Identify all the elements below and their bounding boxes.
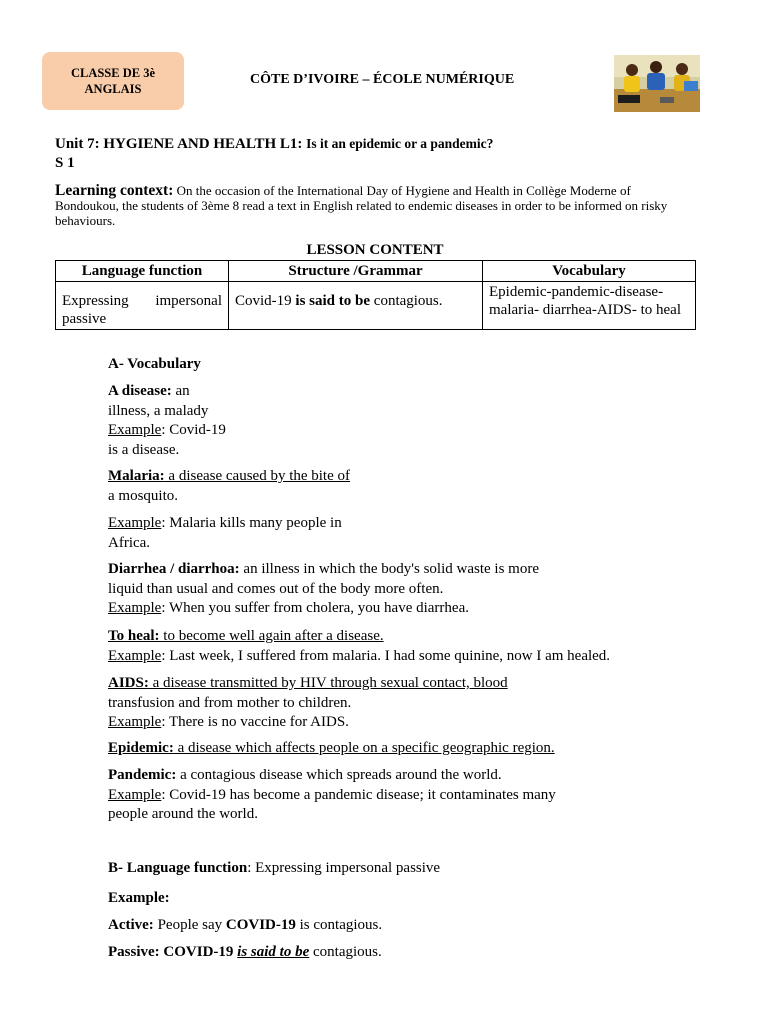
- example-label: Example: [108, 786, 162, 803]
- example-text: people around the world.: [108, 806, 258, 822]
- table-header: Language function: [56, 261, 229, 282]
- example-label: Example: [108, 600, 162, 616]
- example-label: Example: [108, 714, 162, 730]
- example-text: Africa.: [108, 534, 151, 551]
- example-heading: [108, 889, 708, 909]
- unit-heading: [55, 134, 493, 173]
- section-a-title: A- Vocabulary: [108, 356, 201, 372]
- term: Malaria:: [108, 468, 165, 484]
- unit-title: Unit 7: HYGIENE AND HEALTH L1:: [55, 136, 303, 152]
- term: AIDS:: [108, 675, 149, 691]
- structure-text: Covid-19: [235, 293, 296, 309]
- session-number: S 1: [55, 155, 75, 171]
- vocabulary-cell: Epidemic-pandemic-disease-malaria- diarrhea-AIDS- to heal: [483, 282, 696, 330]
- term: Epidemic:: [108, 740, 174, 756]
- table-row: [56, 282, 696, 330]
- vocab-diarrhea: [108, 560, 708, 619]
- vocab-disease: [108, 382, 708, 460]
- active-label: Active:: [108, 917, 154, 933]
- passive-text: contagious.: [309, 944, 382, 960]
- passive-sentence: [108, 943, 708, 963]
- definition: an: [171, 383, 190, 399]
- passive-label: Passive: COVID-19: [108, 944, 238, 960]
- example-text: : When you suffer from cholera, you have diarrhea.: [161, 600, 469, 616]
- example-label: Example: [108, 422, 162, 438]
- learning-context: [55, 183, 695, 228]
- vocab-malaria-example: [108, 514, 708, 553]
- vocab-pandemic: [108, 766, 708, 825]
- active-text: is contagious.: [295, 917, 383, 933]
- example-text: : Last week, I suffered from malaria. I had some quinine, now I am healed.: [161, 647, 611, 664]
- passive-bold: is said to be: [237, 944, 310, 960]
- example-text: : Covid-19 has become a pandemic disease; it contaminates many: [161, 786, 556, 803]
- section-b-text: : Expressing impersonal passive: [247, 860, 441, 876]
- table-header-row: [56, 261, 696, 282]
- structure-cell: [229, 282, 483, 330]
- definition: a disease which affects people on a specific geographic region.: [173, 740, 555, 756]
- example-text: : Covid-19: [161, 422, 226, 438]
- section-b-heading: [108, 859, 708, 879]
- definition: an illness in which the body's solid waste is more: [239, 561, 539, 577]
- definition: transfusion and from mother to children.: [108, 694, 352, 711]
- section-a-heading: [108, 355, 708, 375]
- term: Diarrhea / diarrhoa:: [108, 561, 240, 577]
- vocab-epidemic: [108, 739, 708, 759]
- definition: liquid than usual and comes out of the body more often.: [108, 580, 444, 597]
- definition: a disease caused by the bite of: [164, 468, 351, 484]
- example-text: : There is no vaccine for AIDS.: [161, 714, 349, 730]
- badge-class: CLASSE DE 3è: [70, 66, 156, 80]
- active-bold: COVID-19: [225, 917, 296, 933]
- table-header: Structure /Grammar: [229, 261, 483, 282]
- section-b-title: B- Language function: [108, 860, 248, 876]
- active-sentence: [108, 916, 708, 936]
- definition: a disease transmitted by HIV through sexual contact, blood: [148, 675, 508, 691]
- definition: a contagious disease which spreads around the world.: [176, 767, 502, 783]
- learning-context-label: Learning context:: [55, 182, 174, 199]
- badge-subject: ANGLAIS: [84, 82, 142, 96]
- definition: to become well again after a disease.: [159, 628, 384, 644]
- lesson-title: Is it an epidemic or a pandemic?: [306, 136, 494, 151]
- header-title: CÔTE D’IVOIRE – ÉCOLE NUMÉRIQUE: [250, 72, 515, 87]
- example-text: is a disease.: [108, 441, 180, 458]
- lesson-content-table: [55, 260, 696, 330]
- structure-bold: is said to be: [295, 293, 371, 309]
- classroom-illustration: [614, 55, 700, 112]
- example-label: Example:: [108, 890, 170, 906]
- language-function-cell: Expressing impersonal passive: [56, 282, 229, 330]
- active-text: People say: [153, 917, 226, 933]
- example-label: Example: [108, 515, 162, 531]
- class-badge: [42, 52, 184, 110]
- lesson-content-title: LESSON CONTENT: [306, 242, 444, 258]
- vocab-heal: [108, 627, 708, 666]
- learning-context-text: On the occasion of the International Day of Hygiene and Health in Collège Moderne of Bondoukou, the students of 3ème 8 read a text in English related to endemic diseases in order to be informed on risky behaviours.: [55, 183, 668, 228]
- example-label: Example: [108, 647, 162, 664]
- term: Pandemic:: [108, 767, 177, 783]
- term: To heal:: [108, 628, 160, 644]
- vocab-malaria: [108, 467, 708, 506]
- term: A disease:: [108, 383, 172, 399]
- vocab-aids: [108, 674, 708, 733]
- structure-text: contagious.: [370, 293, 443, 309]
- example-text: : Malaria kills many people in: [161, 515, 342, 531]
- definition: a mosquito.: [108, 487, 178, 504]
- table-header: Vocabulary: [483, 261, 696, 282]
- definition: illness, a malady: [108, 402, 209, 419]
